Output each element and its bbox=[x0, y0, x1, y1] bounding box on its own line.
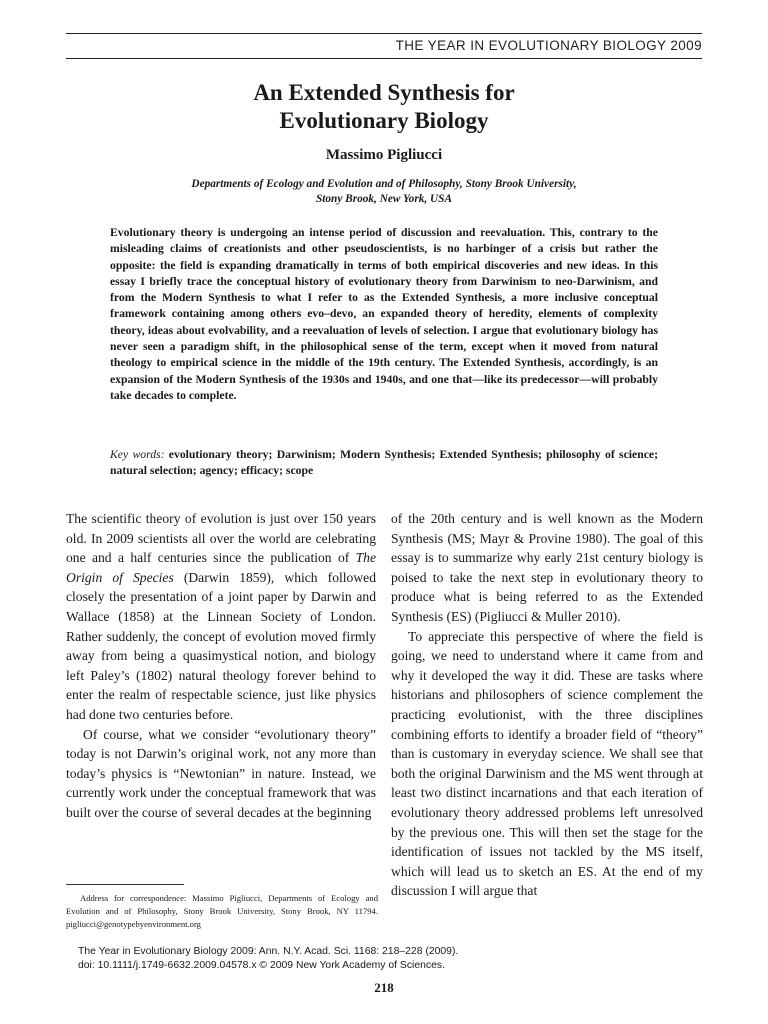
citation-line-2: doi: 10.1111/j.1749-6632.2009.04578.x © 2009 New York Academy of Sciences. bbox=[78, 960, 445, 971]
article-title-line-2: Evolutionary Biology bbox=[279, 108, 489, 133]
footnote-correspondence: Address for correspondence: Massimo Pigliucci, Departments of Ecology and Evolution and of Philosophy, Stony Brook University, Stony Brook, NY 11794. pigliucci@genotypebyenvironment.org bbox=[66, 893, 378, 929]
book-title: The Origin of Species bbox=[66, 550, 376, 585]
affiliation-line-1: Departments of Ecology and Evolution and of Philosophy, Stony Brook University, bbox=[191, 178, 577, 190]
affiliation bbox=[100, 177, 668, 207]
body-paragraph: To appreciate this perspective of where the field is going, we need to understand where it came from and why it developed the way it did. These are tasks where historians and philosophers of science complement the practicing evolutionist, with the three disciplines combining efforts to identify a broader field of “theory” than is customary in everyday science. We shall see that both the original Darwinism and the MS went through at least two distinct incarnations and that each iteration of evolutionary theory addressed problems left unresolved by the previous one. This will then set the stage for the identification of issues not tackled by the MS itself, which will lead us to sketch an ES. At the end of my discussion I will argue that bbox=[391, 628, 703, 899]
body-paragraph: Of course, what we consider “evolutionary theory” today is not Darwin’s original work, not any more than today’s physics is “Newtonian” in nature. Instead, we currently work under the conceptual framework that was built over the course of several decades at the beginning bbox=[66, 726, 376, 820]
keywords-text: evolutionary theory; Darwinism; Modern Synthesis; Extended Synthesis; philosophy of science; natural selection; agency; efficacy; scope bbox=[110, 448, 658, 478]
affiliation-line-2: Stony Brook, New York, USA bbox=[315, 193, 452, 205]
abstract: Evolutionary theory is undergoing an intense period of discussion and reevaluation. This, contrary to the misleading claims of creationists and other pseudoscientists, is no harbinger of a crisis but rather the opposite: the field is expanding dramatically in terms of both empirical discoveries and new ideas. In this essay I briefly trace the conceptual history of evolutionary theory from Darwinism to neo-Darwinism, and from the Modern Synthesis to what I refer to as the Extended Synthesis, a more inclusive conceptual framework containing among others evo–devo, an expanded theory of heredity, elements of complexity theory, ideas about evolvability, and a reevaluation of levels of selection. I argue that evolutionary biology has never seen a paradigm shift, in the philosophical sense of the term, except when it moved from natural theology to empirical science in the middle of the 19th century. The Extended Synthesis, accordingly, is an expansion of the Modern Synthesis of the 1930s and 1940s, and one that—like its predecessor—will probably take decades to complete. bbox=[110, 226, 658, 402]
author-name: Massimo Pigliucci bbox=[325, 147, 443, 163]
body-text: (Darwin 1859), which followed closely the presentation of a joint paper by Darwin and Wallace (1858) at the Linnean Society of London. Rather suddenly, the concept of evolution moved firmly away from being a quasimystical notion, and biology left Paley’s (1802) natural theology forever behind to enter the realm of respectable science, just like physics had done two centuries before. bbox=[66, 569, 377, 722]
citation-line-1: The Year in Evolutionary Biology 2009: Ann. N.Y. Acad. Sci. 1168: 218–228 (2009). bbox=[78, 946, 459, 957]
citation bbox=[78, 945, 708, 973]
footnote-rule bbox=[66, 884, 184, 885]
article-title-line-1: An Extended Synthesis for bbox=[253, 80, 515, 105]
header-rule-bottom bbox=[66, 58, 702, 59]
keywords bbox=[110, 447, 658, 480]
body-text: The scientific theory of evolution is just over 150 years old. In 2009 scientists all over the world are celebrating one and a half centuries since the publication of bbox=[66, 511, 376, 566]
body-column-right bbox=[391, 509, 703, 901]
article-title bbox=[66, 79, 702, 135]
running-head: THE YEAR IN EVOLUTIONARY BIOLOGY 2009 bbox=[395, 38, 702, 53]
header-rule bbox=[66, 33, 702, 34]
keywords-label: Key words: bbox=[110, 448, 165, 461]
body-paragraph: of the 20th century and is well known as the Modern Synthesis (MS; Mayr & Provine 1980). The goal of this essay is to summarize why early 21st century biology is poised to take the next step in evolutionary theory to produce what is being referred to as the Extended Synthesis (ES) (Pigliucci & Muller 2010). bbox=[391, 511, 703, 624]
page-number: 218 bbox=[374, 980, 394, 995]
body-paragraph bbox=[66, 509, 376, 725]
body-column-left bbox=[66, 509, 376, 823]
